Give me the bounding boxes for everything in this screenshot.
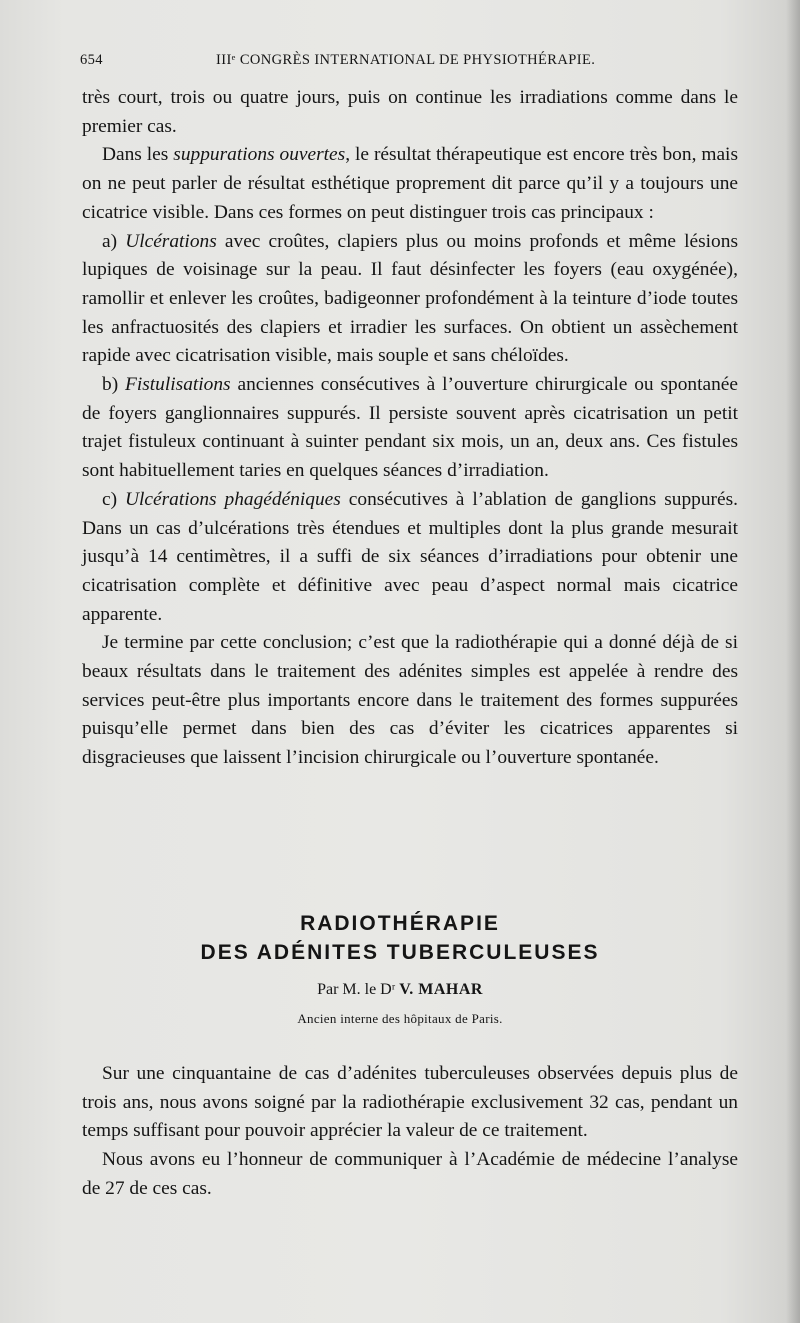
list-item-b: b) Fistulisations anciennes consécutives à l’ouverture chirurgicale ou spontanée de foyers ganglionnaires suppurés. Il persiste souvent après cicatrisation un petit trajet fistuleux continuant à suinter pendant six mois, un an, deux ans. Ces fistules sont habituellement taries en quelques séances d’irradiation.	[82, 374, 738, 482]
running-head: IIIᵉ CONGRÈS INTERNATIONAL DE PHYSIOTHÉRAPIE.	[216, 52, 596, 68]
article-title-line-2: DES ADÉNITES TUBERCULEUSES	[200, 941, 600, 964]
article-paragraph-1: Sur une cinquantaine de cas d’adénites tuberculeuses observées depuis plus de trois ans, nous avons soigné par la radiothérapie exclusivement 32 cas, pendant un temps suffisant pour pouvoir apprécier la valeur de ce traitement.	[82, 1063, 738, 1142]
emphasis-ulcerations-phagedeniques: Ulcérations phagédéniques	[125, 488, 341, 510]
list-item-a: a) Ulcérations avec croûtes, clapiers plus ou moins profonds et même lésions lupiques de voisinage sur la peau. Il faut désinfecter les foyers (eau oxygénée), ramollir et enlever les croûtes, badigeonner profondément à la teinture d’iode toutes les anfractuosités des clapiers et irradier les surfaces. On obtient un assèchement rapide avec cicatrisation visible, mais souple et sans chéloïdes.	[82, 230, 738, 367]
article-title-line-1: RADIOTHÉRAPIE	[300, 912, 500, 935]
list-item-c: c) Ulcérations phagédéniques consécutives à l’ablation de ganglions suppurés. Dans un cas d’ulcérations très étendues et multiples dont la plus grande mesurait jusqu’à 14 centimètres, il a suffi de six séances d’irradiations pour obtenir une cicatrisation complète et définitive avec peau d’aspect normal mais cicatrice apparente.	[82, 488, 738, 625]
author-affiliation: Ancien interne des hôpitaux de Paris.	[297, 1011, 503, 1026]
page-edge-shadow	[786, 0, 800, 1323]
page-number: 654	[80, 52, 103, 68]
article-body	[82, 1060, 738, 1204]
emphasis-ulcerations: Ulcérations	[125, 230, 217, 252]
article-author: Par M. le Dʳ V. MAHAR	[317, 981, 483, 998]
author-name: V. MAHAR	[399, 981, 483, 998]
paragraph-conclusion: Je termine par cette conclusion; c’est que la radiothérapie qui a donné déjà de si beaux résultats dans le traitement des adénites simples est appelée à rendre des services peut-être plus importants encore dans le traitement des formes suppurées puisqu’elle permet dans bien des cas d’éviter les cicatrices apparentes si disgracieuses que laissent l’incision chirurgicale ou l’ouverture spontanée.	[82, 632, 738, 769]
paragraph-continuation: très court, trois ou quatre jours, puis on continue les irradiations comme dans le premier cas.	[82, 87, 738, 137]
main-text-block	[82, 84, 738, 773]
paragraph-open-suppurations: Dans les suppurations ouvertes, le résultat thérapeutique est encore très bon, mais on ne peut parler de résultat esthétique proprement dit parce qu’il y a toujours une cicatrice visible. Dans ces formes on peut distinguer trois cas principaux :	[82, 144, 738, 223]
emphasis-suppurations-ouvertes: suppurations ouvertes	[173, 144, 346, 166]
emphasis-fistulisations: Fistulisations	[125, 374, 231, 396]
article-paragraph-2: Nous avons eu l’honneur de communiquer à l’Académie de médecine l’analyse de 27 de ces cas.	[82, 1149, 738, 1199]
